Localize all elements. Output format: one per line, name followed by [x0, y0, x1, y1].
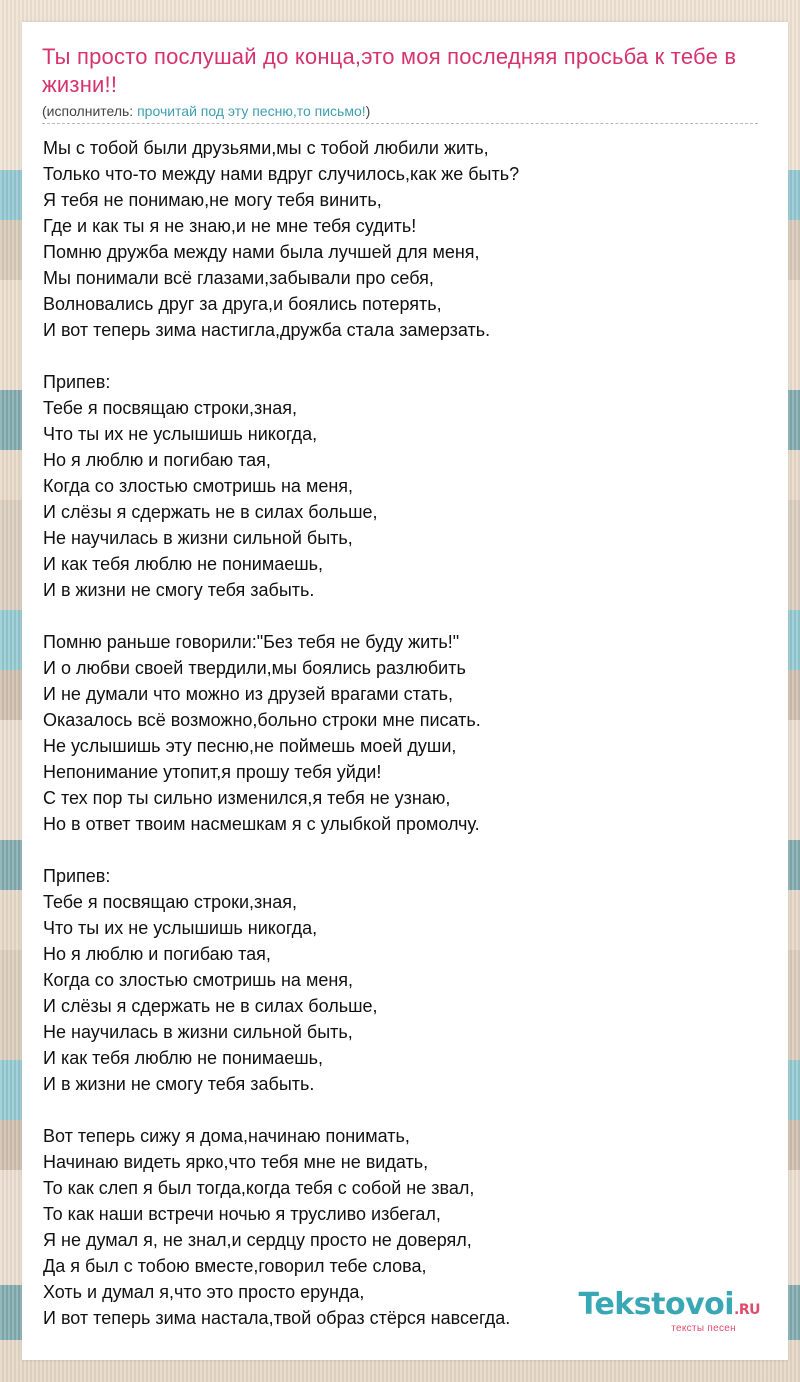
lyric-line: И вот теперь зима настигла,дружба стала замерзать. — [43, 320, 491, 340]
lyric-line: И как тебя люблю не понимаешь, — [43, 554, 324, 574]
lyric-line: То как наши встречи ночью я трусливо избегал, — [43, 1204, 441, 1224]
lyric-line: Помню раньше говорили:"Без тебя не буду жить!" — [43, 632, 460, 652]
lyric-line: С тех пор ты сильно изменился,я тебя не узнаю, — [43, 788, 451, 808]
artist-prefix: (исполнитель: — [42, 103, 138, 119]
lyric-line: Не научилась в жизни сильной быть, — [43, 1022, 353, 1042]
lyric-line: И в жизни не смогу тебя забыть. — [43, 1074, 315, 1094]
logo-wordmark: Tekstovoi — [578, 1287, 735, 1322]
lyric-line: Тебе я посвящаю строки,зная, — [43, 398, 297, 418]
lyric-line: Но в ответ твоим насмешкам я с улыбкой промолчу. — [43, 814, 480, 834]
lyric-line: Помню дружба между нами была лучшей для меня, — [43, 242, 480, 262]
lyric-line: Но я люблю и погибаю тая, — [43, 944, 271, 964]
stanza-gap — [43, 343, 763, 369]
lyric-line: И слёзы я сдержать не в силах больше, — [43, 996, 378, 1016]
lyric-line: И не думали что можно из друзей врагами стать, — [43, 684, 453, 704]
lyric-line: Когда со злостью смотришь на меня, — [43, 970, 354, 990]
lyric-line: И слёзы я сдержать не в силах больше, — [43, 502, 378, 522]
lyric-line: Не услышишь эту песню,не поймешь моей души, — [43, 736, 457, 756]
artist-link[interactable]: прочитай под эту песню,то письмо! — [137, 103, 366, 119]
artist-suffix: ) — [365, 103, 371, 119]
lyric-line: Да я был с тобою вместе,говорил тебе слова, — [43, 1256, 427, 1276]
lyric-line: И вот теперь зима настала,твой образ стёрся навсегда. — [43, 1308, 511, 1328]
stanza-gap — [43, 603, 763, 629]
lyric-line: Мы понимали всё глазами,забывали про себя, — [43, 268, 434, 288]
lyric-line: Что ты их не услышишь никогда, — [43, 918, 318, 938]
lyric-line: Только что-то между нами вдруг случилось,как же быть? — [43, 164, 520, 184]
lyric-line: Мы с тобой были друзьями,мы с тобой любили жить, — [43, 138, 489, 158]
lyric-line: Когда со злостью смотришь на меня, — [43, 476, 354, 496]
lyric-line: Но я люблю и погибаю тая, — [43, 450, 271, 470]
artist-line — [42, 103, 370, 119]
lyric-line: И о любви своей твердили,мы боялись разлюбить — [43, 658, 466, 678]
lyric-line: Припев: — [43, 866, 111, 886]
lyric-line: Тебе я посвящаю строки,зная, — [43, 892, 297, 912]
lyric-line: Где и как ты я не знаю,и не мне тебя судить! — [43, 216, 417, 236]
lyric-line: Хоть и думал я,что это просто ерунда, — [43, 1282, 365, 1302]
lyric-line: Припев: — [43, 372, 111, 392]
lyric-line: Не научилась в жизни сильной быть, — [43, 528, 353, 548]
stanza-gap — [43, 837, 763, 863]
lyric-line: Я не думал я, не знал,и сердцу просто не доверял, — [43, 1230, 472, 1250]
lyric-line: Оказалось всё возможно,больно строки мне писать. — [43, 710, 481, 730]
lyric-line: Что ты их не услышишь никогда, — [43, 424, 318, 444]
lyric-line: И в жизни не смогу тебя забыть. — [43, 580, 315, 600]
logo-tld: .RU — [734, 1302, 760, 1318]
lyric-line: Непонимание утопит,я прошу тебя уйди! — [43, 762, 382, 782]
lyric-line: Я тебя не понимаю,не могу тебя винить, — [43, 190, 382, 210]
lyric-line: Волновались друг за друга,и боялись потерять, — [43, 294, 442, 314]
lyric-line: И как тебя люблю не понимаешь, — [43, 1048, 324, 1068]
song-title: Ты просто послушай до конца,это моя последняя просьба к тебе в жизни!! — [42, 44, 737, 97]
site-logo[interactable] — [578, 1289, 760, 1334]
logo-tagline: тексты песен — [671, 1323, 736, 1334]
lyrics-card — [22, 22, 788, 1360]
lyric-line: То как слеп я был тогда,когда тебя с собой не звал, — [43, 1178, 475, 1198]
lyrics-text — [43, 135, 763, 1331]
lyric-line: Начинаю видеть ярко,что тебя мне не видать, — [43, 1152, 429, 1172]
lyric-line: Вот теперь сижу я дома,начинаю понимать, — [43, 1126, 410, 1146]
dashed-divider — [42, 123, 758, 124]
stanza-gap — [43, 1097, 763, 1123]
